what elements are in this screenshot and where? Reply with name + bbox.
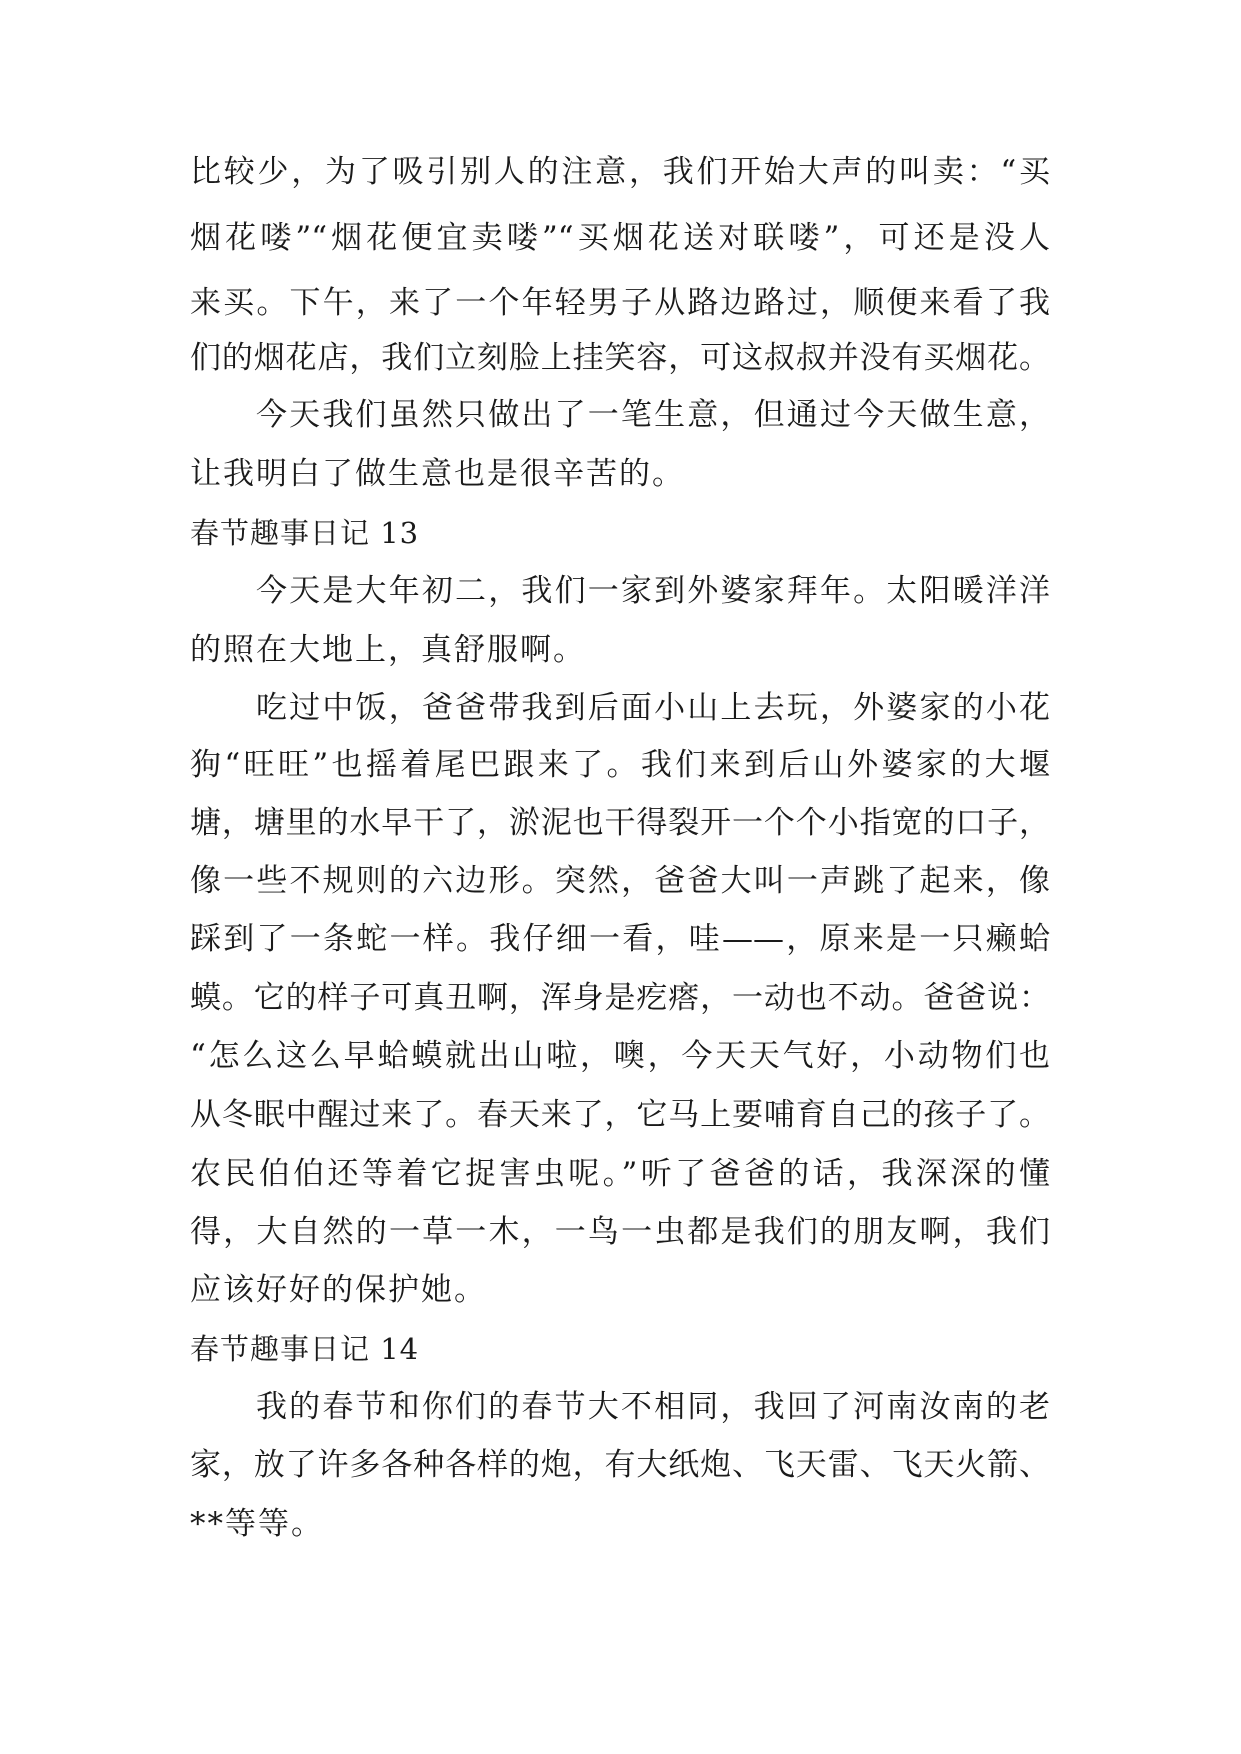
section-heading: 春节趣事日记 13 bbox=[190, 516, 420, 550]
body-text-line: 狗“旺旺”也摇着尾巴跟来了。我们来到后山外婆家的大堰 bbox=[190, 747, 1050, 783]
body-text-line: 来买。下午，来了一个年轻男子从路边路过，顺便来看了我 bbox=[190, 285, 1050, 321]
body-text-line: 比较少，为了吸引别人的注意，我们开始大声的叫卖：“买 bbox=[190, 154, 1050, 190]
body-text-line: 们的烟花店，我们立刻脸上挂笑容，可这叔叔并没有买烟花。 bbox=[190, 340, 1050, 376]
body-text-line: 踩到了一条蛇一样。我仔细一看，哇——，原来是一只癞蛤 bbox=[190, 921, 1050, 957]
body-text-line: 的照在大地上，真舒服啊。 bbox=[190, 632, 586, 668]
body-text-line: 像一些不规则的六边形。突然，爸爸大叫一声跳了起来，像 bbox=[190, 863, 1050, 899]
body-text-line: 塘，塘里的水早干了，淤泥也干得裂开一个个小指宽的口子， bbox=[190, 805, 1050, 841]
paragraph-first-line: 今天我们虽然只做出了一笔生意，但通过今天做生意， bbox=[256, 397, 1050, 433]
paragraph-first-line: 今天是大年初二，我们一家到外婆家拜年。太阳暖洋洋 bbox=[256, 573, 1050, 609]
body-text-line: **等等。 bbox=[190, 1506, 324, 1542]
paragraph-first-line: 吃过中饭，爸爸带我到后面小山上去玩，外婆家的小花 bbox=[256, 690, 1050, 726]
body-text-line: 蟆。它的样子可真丑啊，浑身是疙瘩，一动也不动。爸爸说： bbox=[190, 980, 1050, 1016]
body-text-line: 农民伯伯还等着它捉害虫呢。”听了爸爸的话，我深深的懂 bbox=[190, 1156, 1050, 1192]
body-text-line: 烟花喽”“烟花便宜卖喽”“买烟花送对联喽”，可还是没人 bbox=[190, 220, 1050, 256]
body-text-line: 从冬眠中醒过来了。春天来了，它马上要哺育自己的孩子了。 bbox=[190, 1097, 1050, 1133]
body-text-line: “怎么这么早蛤蟆就出山啦，噢，今天天气好，小动物们也 bbox=[190, 1038, 1050, 1074]
paragraph-first-line: 我的春节和你们的春节大不相同，我回了河南汝南的老 bbox=[256, 1389, 1050, 1425]
body-text-line: 应该好好的保护她。 bbox=[190, 1272, 487, 1308]
body-text-line: 得，大自然的一草一木，一鸟一虫都是我们的朋友啊，我们 bbox=[190, 1214, 1050, 1250]
body-text-line: 让我明白了做生意也是很辛苦的。 bbox=[190, 456, 685, 492]
body-text-line: 家，放了许多各种各样的炮，有大纸炮、飞天雷、飞天火箭、 bbox=[190, 1447, 1050, 1483]
section-heading: 春节趣事日记 14 bbox=[190, 1332, 420, 1366]
